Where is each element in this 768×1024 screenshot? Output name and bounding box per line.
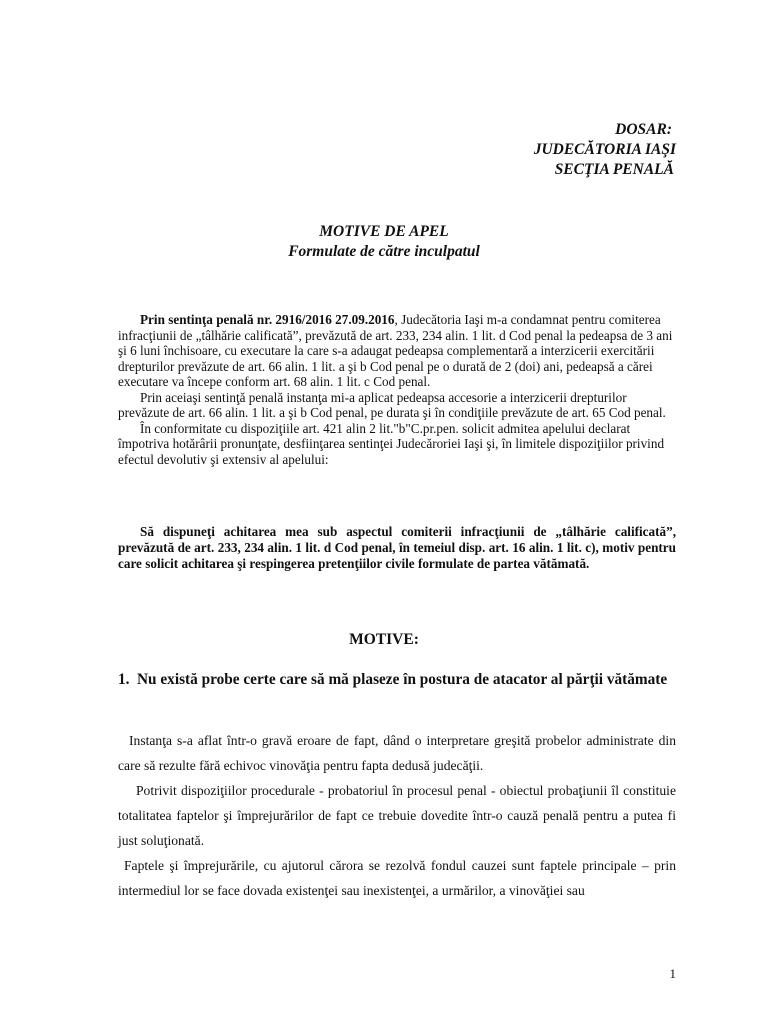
- intro-section: [118, 312, 674, 467]
- point-heading: Nu există probe certe care să mă plaseze în postura de atacator al părţii vătămate: [137, 671, 668, 688]
- body-paragraph-2: Potrivit dispoziţiilor procedurale - probatoriul în procesul penal - obiectul probaţiunii îl constituie totalitatea faptelor şi împrejurărilor de fapt ce trebuie dovedite într-o cauză penală pentru a putea fi just soluţionată.: [118, 783, 676, 848]
- document-title: MOTIVE DE APEL: [319, 223, 449, 240]
- body-paragraph-1: Instanţa s-a aflat într-o gravă eroare de fapt, dând o interpretare greşită probelor administrate din care să rezulte fără echivoc vinovăţia pentru fapta dedusă judecăţii.: [118, 733, 676, 773]
- motive-body: [118, 728, 676, 903]
- intro-paragraph-3: În conformitate cu dispoziţiile art. 421 alin 2 lit."b"C.pr.pen. solicit admitea apelului declarat împotriva hotărârii pronunţate, desfiinţarea sentinţei Judecăroriei Iaşi şi, în limitele dispoziţiilor privind efectul devolutiv şi extensiv al apelului:: [118, 420, 665, 467]
- document-titles: [0, 222, 768, 262]
- sentence-reference: Prin sentinţa penală nr. 2916/2016 27.09.2016: [140, 312, 395, 327]
- body-paragraph-3: Faptele şi împrejurările, cu ajutorul cărora se rezolvă fondul cauzei sunt faptele principale – prin intermediul lor se face dovada existenţei sau inexistenţei, a urmărilor, a vinovăţiei sau: [118, 858, 676, 898]
- page-number: 1: [669, 966, 676, 981]
- document-subtitle: Formulate de către inculpatul: [288, 243, 480, 260]
- point-number: 1.: [118, 671, 130, 688]
- intro-paragraph-1: [118, 312, 674, 390]
- request-paragraph: Să dispuneţi achitarea mea sub aspectul comiterii infracţiunii de „tâlhărie calificată”, prevăzută de art. 233, 234 alin. 1 lit. d Cod penal, în temeiul disp. art. 16 alin. 1 lit. c), motiv pentru care solicit achitarea şi respingerea pretenţiilor civile formulate de partea vătămată.: [118, 524, 676, 571]
- intro-paragraph-2: Prin aceiaşi sentinţă penală instanţa mi-a aplicat pedeapsa accesorie a interzicerii drepturilor prevăzute de art. 66 alin. 1 lit. a şi b Cod penal, pe durata şi în condiţiile prevăzute de art. 65 Cod penal.: [118, 389, 666, 420]
- court-name: JUDECĂTORIA IAŞI: [533, 141, 676, 158]
- case-header: [534, 120, 676, 180]
- motives-heading: MOTIVE:: [349, 631, 419, 648]
- case-file-label: DOSAR:: [615, 121, 672, 138]
- motive-point-1: [118, 670, 678, 690]
- court-section: SECŢIA PENALĂ: [554, 161, 674, 178]
- intro-paragraph-1-text: , Judecătoria Iaşi m-a condamnat pentru comiterea infracţiunii de „tâlhărie calificată”, prevăzută de art. 233, 234 alin. 1 lit. d Cod penal la pedeapsa de 3 ani şi 6 luni închisoare, cu executare la care s-a adaugat pedeapsa complementară a interzicerii exercitării drepturilor prevăzute de art. 66 alin. 1 lit. a şi b Cod penal pe o durată de 2 (doi) ani, pedeapsă a cărei executare va începe conform art. 68 alin. 1 lit. c Cod penal.: [118, 312, 673, 389]
